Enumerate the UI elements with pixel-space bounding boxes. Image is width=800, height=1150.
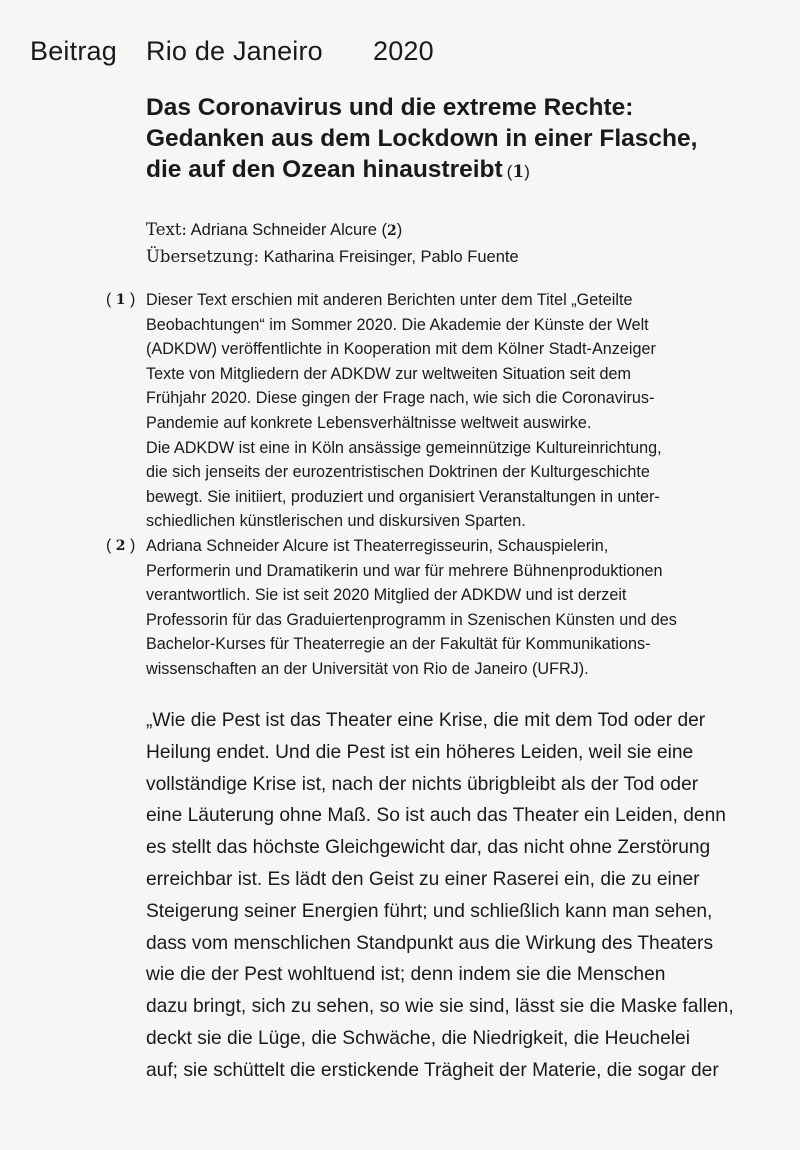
body-line: eine Läuterung ohne Maß. So ist auch das Theater ein Leiden, denn <box>146 805 726 827</box>
footnote-line: schiedlichen künstlerischen und diskursiven Sparten. <box>146 512 526 531</box>
footnote-1 <box>106 288 786 534</box>
footnote-line: Bachelor-Kurses für Theaterregie an der Fakultät für Kommunikations- <box>146 635 651 654</box>
article-title <box>146 92 786 188</box>
body-line: „Wie die Pest ist das Theater eine Krise, die mit dem Tod oder der <box>146 710 706 731</box>
body-line: auf; sie schüttelt die erstickende Trägheit der Materie, die sogar der <box>146 1059 719 1081</box>
body-line: dazu bringt, sich zu sehen, so wie sie sind, lässt sie die Maske fallen, <box>146 996 734 1018</box>
title-footnote-ref[interactable]: (1) <box>506 162 530 182</box>
footnote-line: Adriana Schneider Alcure ist Theaterregisseurin, Schauspielerin, <box>146 536 609 555</box>
credits <box>146 217 519 270</box>
title-line-text: die auf den Ozean hinaustreibt <box>146 156 503 183</box>
footnote-line: Beobachtungen“ im Sommer 2020. Die Akademie der Künste der Welt <box>146 315 649 334</box>
footnote-line: (ADKDW) veröffentlichte in Kooperation mit dem Kölner Stadt-Anzeiger <box>146 340 656 359</box>
author-credit <box>146 217 519 244</box>
body-line: vollständige Krise ist, nach der nichts übrigbleibt als der Tod oder <box>146 773 699 795</box>
footnote-line: bewegt. Sie initiiert, produziert und organisiert Veranstaltungen in unter- <box>146 487 660 506</box>
year-label: 2020 <box>373 36 434 66</box>
title-line: Gedanken aus dem Lockdown in einer Flasche, <box>146 125 698 152</box>
footnote-line: Texte von Mitgliedern der ADKDW zur weltweiten Situation seit dem <box>146 364 631 383</box>
footnote-2 <box>106 534 786 682</box>
footnote-line: Performerin und Dramatikerin und war für mehrere Bühnenproduktionen <box>146 561 663 580</box>
translator-credit <box>146 244 519 270</box>
footnote-line: Dieser Text erschien mit anderen Berichten unter dem Titel „Geteilte <box>146 291 633 309</box>
body-line: Steigerung seiner Energien führt; und schließlich kann man sehen, <box>146 900 713 922</box>
city-label: Rio de Janeiro <box>146 36 323 66</box>
footnote-number: ( 2 ) <box>106 536 136 554</box>
translation-label: Übersetzung: <box>146 247 260 266</box>
footnote-line: Die ADKDW ist eine in Köln ansässige gemeinnützige Kultureinrichtung, <box>146 438 662 457</box>
footnote-line: Professorin für das Graduiertenprogramm in Szenischen Künsten und des <box>146 610 677 629</box>
footnotes <box>106 288 786 682</box>
body-line: wie die der Pest wohltuend ist; denn indem sie die Menschen <box>146 964 666 986</box>
footnote-line: verantwortlich. Sie ist seit 2020 Mitglied der ADKDW und ist derzeit <box>146 586 627 605</box>
author-name: Adriana Schneider Alcure <box>190 221 377 239</box>
body-line: Heilung endet. Und die Pest ist ein höheres Leiden, weil sie eine <box>146 741 694 763</box>
text-label: Text: <box>146 220 187 239</box>
title-line <box>146 154 786 188</box>
title-line: Das Coronavirus und die extreme Rechte: <box>146 94 634 121</box>
translator-names: Katharina Freisinger, Pablo Fuente <box>263 248 519 266</box>
footnote-line: die sich jenseits der eurozentristischen Doktrinen der Kulturgeschichte <box>146 463 650 482</box>
body-line: dass vom menschlichen Standpunkt aus die Wirkung des Theaters <box>146 932 714 954</box>
footnote-line: wissenschaften an der Universität von Rio de Janeiro (UFRJ). <box>146 659 589 678</box>
footnote-line: Frühjahr 2020. Diese gingen der Frage nach, wie sich die Coronavirus- <box>146 389 655 408</box>
footnote-line: Pandemie auf konkrete Lebensverhältnisse weltweit auswirke. <box>146 413 592 432</box>
author-footnote-ref[interactable]: (2) <box>381 221 403 239</box>
body-line: deckt sie die Lüge, die Schwäche, die Niedrigkeit, die Heuchelei <box>146 1027 690 1049</box>
body-line: es stellt das höchste Gleichgewicht dar, das nicht ohne Zerstörung <box>146 837 711 859</box>
body-line: erreichbar ist. Es lädt den Geist zu einer Raserei ein, die zu einer <box>146 868 700 890</box>
body-quote <box>146 705 786 1087</box>
section-label: Beitrag <box>30 36 117 66</box>
footnote-number: ( 1 ) <box>106 291 136 308</box>
